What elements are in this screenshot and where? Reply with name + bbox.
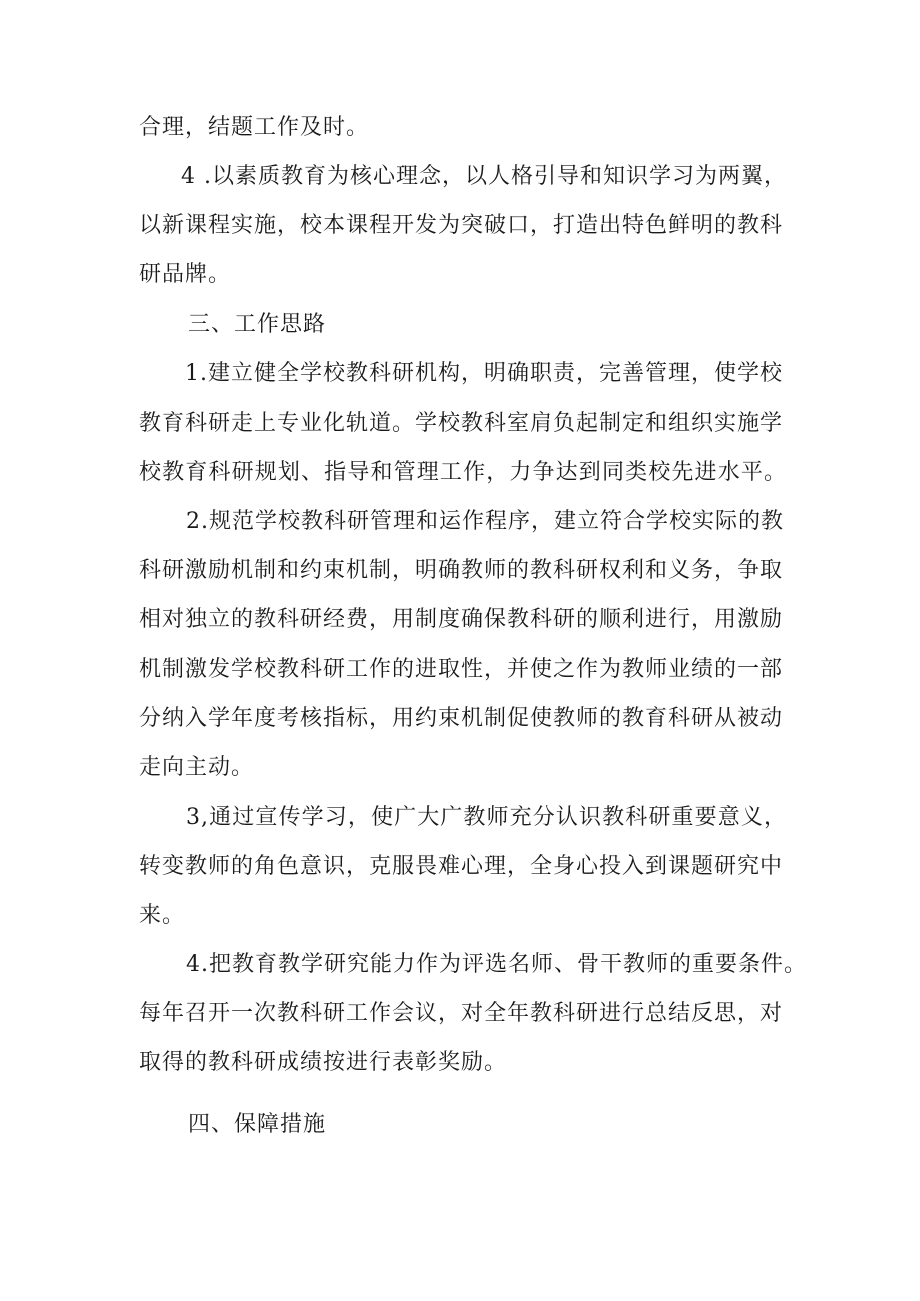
section-heading: 四、保障措施	[188, 1112, 327, 1137]
paragraph-line: 4.把教育教学研究能力作为评选名师、骨干教师的重要条件。	[186, 952, 807, 977]
paragraph-line: 相对独立的教科研经费，用制度确保教科研的顺利进行，用激励	[139, 607, 784, 632]
paragraph-line: 走向主动。	[139, 755, 255, 780]
paragraph-line: 3,通过宣传学习，使广大广教师充分认识教科研重要意义，	[186, 805, 787, 830]
paragraph-line: 分纳入学年度考核指标，用约束机制促使教师的教育科研从被动	[139, 706, 784, 731]
paragraph-line: 4 .以素质教育为核心理念，以人格引导和知识学习为两翼，	[181, 164, 787, 189]
paragraph-line: 合理，结题工作及时。	[139, 115, 370, 140]
paragraph-line: 转变教师的角色意识，克服畏难心理，全身心投入到课题研究中	[139, 854, 784, 879]
paragraph-line: 教育科研走上专业化轨道。学校教科室肩负起制定和组织实施学	[139, 411, 784, 436]
paragraph-line: 来。	[139, 903, 186, 928]
paragraph-line: 取得的教科研成绩按进行表彰奖励。	[139, 1050, 508, 1075]
paragraph-line: 机制激发学校教科研工作的进取性，并使之作为教师业绩的一部	[139, 657, 784, 682]
paragraph-line: 科研激励机制和约束机制，明确教师的教科研权利和义务，争取	[139, 558, 784, 583]
section-heading: 三、工作思路	[188, 312, 327, 337]
paragraph-line: 1.建立健全学校教科研机构，明确职责，完善管理，使学校	[185, 361, 783, 386]
paragraph-line: 校教育科研规划、指导和管理工作，力争达到同类校先进水平。	[139, 460, 787, 485]
paragraph-line: 以新课程实施，校本课程开发为突破口，打造出特色鲜明的教科	[139, 213, 784, 238]
paragraph-line: 每年召开一次教科研工作会议，对全年教科研进行总结反思，对	[139, 1001, 784, 1026]
paragraph-line: 研品牌。	[139, 262, 232, 287]
paragraph-line: 2.规范学校教科研管理和运作程序，建立符合学校实际的教	[186, 509, 784, 534]
